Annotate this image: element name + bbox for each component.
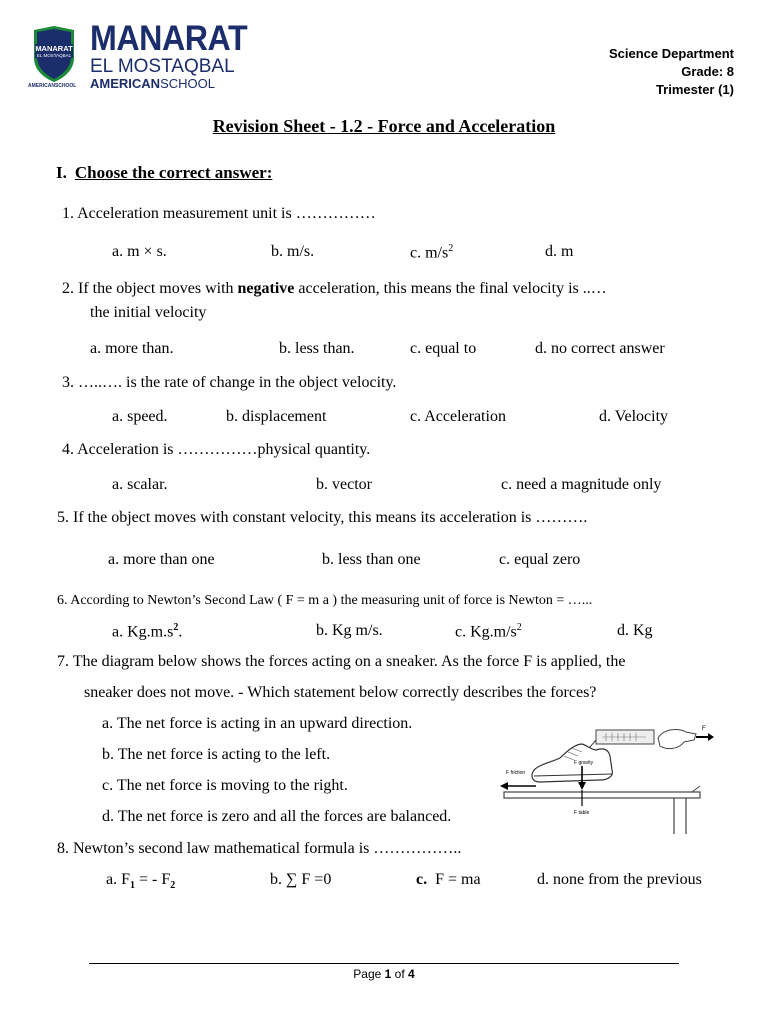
question-6: 6. According to Newton’s Second Law ( F = m a ) the measuring unit of force is Newton = …... [57, 593, 593, 608]
q1-option-c: c. $m/s^2$ [410, 243, 454, 262]
q8-option-c-text: F = ma [435, 871, 481, 888]
page-total: 4 [408, 967, 415, 981]
friction-label: F friction [506, 770, 526, 776]
q5-option-c: c. equal zero [499, 551, 581, 568]
q2-text-bold: negative [237, 280, 295, 297]
page-of: of [391, 967, 409, 981]
page-current: 1 [384, 967, 392, 981]
q2-text-pre: 2. If the object moves with [62, 280, 238, 297]
table-top [504, 792, 700, 798]
brand-american: AMERICAN [90, 76, 161, 91]
question-5: 5. If the object moves with constant velocity, this means its acceleration is ………. [57, 509, 588, 526]
sneaker-icon [532, 744, 612, 782]
section-heading [56, 163, 272, 183]
q1-option-b: b. m/s. [271, 243, 315, 260]
q6-option-c-text: c. Kg.m/s [455, 623, 517, 641]
section-number: I. [56, 163, 67, 182]
q8-option-d: d. none from the previous [537, 871, 702, 888]
grade: Grade: 8 [681, 64, 734, 79]
question-4: 4. Acceleration is ……………physical quantity. [62, 441, 371, 458]
brand-subname: EL MOSTAQBAL [90, 56, 235, 77]
logo-tagline: AMERICANSCHOOL [28, 83, 77, 89]
q1-option-a: a. m × s. [112, 243, 167, 260]
q1-option-d: d. m [545, 243, 574, 260]
q8-option-b: b. ∑ F =0 [270, 871, 332, 888]
question-2 [62, 280, 607, 298]
sneaker-force-diagram [496, 720, 726, 838]
page-title [0, 116, 768, 137]
q5-option-b: b. less than one [322, 551, 421, 568]
q7-option-c: c. The net force is moving to the right. [102, 777, 348, 794]
question-8: 8. Newton’s second law mathematical formula is …………….. [57, 840, 462, 857]
brand-school [90, 77, 215, 91]
header-info [609, 45, 734, 99]
question-3: 3. …..…. is the rate of change in the object velocity. [62, 374, 397, 391]
section-label: Choose the correct answer: [74, 163, 273, 182]
q2-text-post: acceleration, this means the final velocity is ..… [294, 280, 607, 297]
q7-option-d: d. The net force is zero and all the forces are balanced. [102, 808, 452, 825]
q8-option-a-text: a. F [106, 871, 130, 888]
page-number [0, 967, 768, 981]
question-7-line2: sneaker does not move. - Which statement below correctly describes the forces? [84, 684, 597, 701]
department: Science Department [609, 46, 734, 61]
table-label: F table [574, 810, 590, 816]
brand-school-word: SCHOOL [160, 76, 215, 91]
q2-option-a: a. more than. [90, 340, 174, 357]
q3-option-a: a. speed. [112, 408, 168, 425]
q2-option-b: b. less than. [279, 340, 355, 357]
q1-option-c-text: c. m/s [410, 244, 449, 262]
school-logo [31, 26, 77, 82]
q7-option-b: b. The net force is acting to the left. [102, 746, 331, 763]
q3-option-c: c. Acceleration [410, 408, 506, 425]
q7-option-a: a. The net force is acting in an upward direction. [102, 715, 413, 732]
q2-option-d: d. no correct answer [535, 340, 665, 357]
q6-option-b: b. Kg m/s. [316, 622, 383, 639]
q5-option-a: a. more than one [108, 551, 215, 568]
brand-name: MANARAT [90, 19, 248, 58]
q6-option-d: d. Kg [617, 622, 653, 639]
force-label: F [702, 726, 706, 732]
gravity-label: F gravity [574, 760, 594, 766]
question-7: 7. The diagram below shows the forces acting on a sneaker. As the force F is applied, the [57, 653, 626, 670]
question-2-line2: the initial velocity [90, 304, 207, 321]
question-1: 1. Acceleration measurement unit is …………… [62, 205, 376, 222]
q8-option-c-letter: c. [416, 871, 428, 888]
page-prefix: Page [353, 967, 385, 981]
q4-option-b: b. vector [316, 476, 372, 493]
q8-option-c [416, 871, 481, 889]
footer-divider [89, 963, 679, 964]
q2-option-c: c. equal to [410, 340, 477, 357]
q6-option-a-text: a. Kg.m.s [112, 623, 174, 641]
q6-option-c: c. $Kg.m/s^2$ [455, 622, 522, 641]
q4-option-a: a. scalar. [112, 476, 168, 493]
trimester: Trimester (1) [655, 82, 734, 97]
logo-text-2: EL MOSTAQBAL [36, 53, 72, 58]
title-text: Revision Sheet - 1.2 - Force and Acceleration [212, 116, 556, 136]
q8-option-a: a. $F_1$ = - $F_2$ [106, 871, 176, 892]
q3-option-d: d. Velocity [599, 408, 669, 425]
logo-text-1: MANARAT [35, 44, 73, 53]
hand-icon [658, 730, 696, 749]
q4-option-c: c. need a magnitude only [501, 476, 662, 493]
q6-option-a: a. $Kg.m.s^2$. [112, 622, 183, 641]
q3-option-b: b. displacement [226, 408, 327, 425]
